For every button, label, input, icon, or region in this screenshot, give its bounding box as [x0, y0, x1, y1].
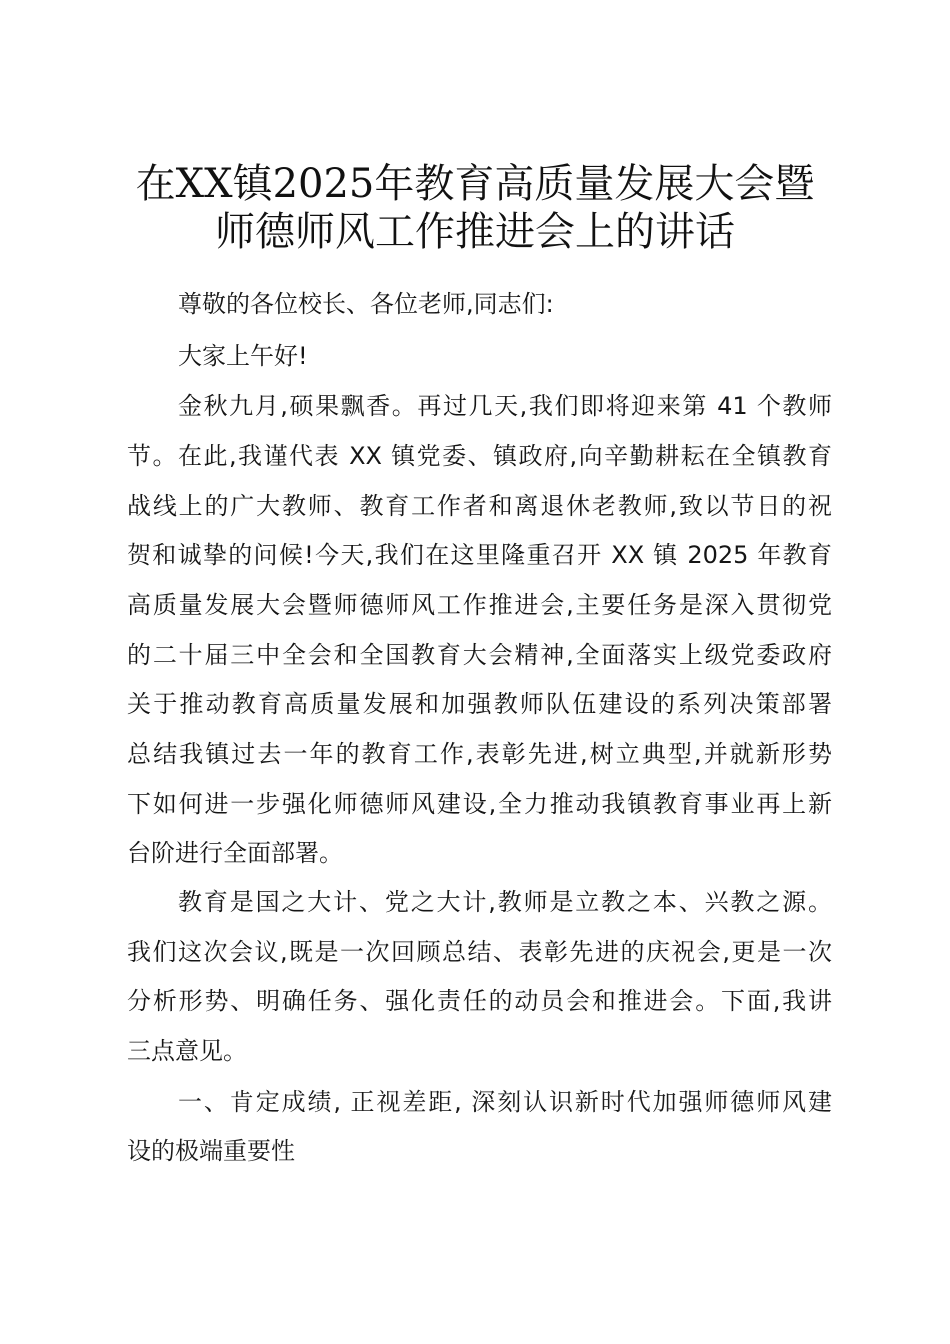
paragraph-1-line-10: 台阶进行全面部署。 — [127, 839, 343, 867]
paragraph-1-line-9: 下如何进一步强化师德师风建设,全力推动我镇教育事业再上新 — [127, 790, 832, 818]
section-1-heading-line-1: 一、肯定成绩, 正视差距, 深刻认识新时代加强师德师风建 — [178, 1088, 832, 1116]
section-1-heading-line-2: 设的极端重要性 — [127, 1137, 295, 1165]
paragraph-2-line-2: 我们这次会议,既是一次回顾总结、表彰先进的庆祝会,更是一次 — [127, 938, 832, 966]
paragraph-1-line-1: 金秋九月,硕果飘香。再过几天,我们即将迎来第 41 个教师 — [178, 392, 832, 420]
paragraph-1-line-8: 总结我镇过去一年的教育工作,表彰先进,树立典型,并就新形势 — [127, 740, 832, 768]
paragraph-1-line-6: 的二十届三中全会和全国教育大会精神,全面落实上级党委政府 — [127, 641, 832, 669]
salutation: 尊敬的各位校长、各位老师,同志们: — [178, 290, 554, 318]
greeting: 大家上午好! — [178, 342, 308, 370]
document-title-line-1: 在XX镇2025年教育高质量发展大会暨 — [135, 161, 815, 207]
paragraph-1-line-4: 贺和诚挚的问候!今天,我们在这里隆重召开 XX 镇 2025 年教育 — [127, 541, 832, 569]
paragraph-1-line-3: 战线上的广大教师、教育工作者和离退休老教师,致以节日的祝 — [127, 492, 832, 520]
paragraph-1-line-7: 关于推动教育高质量发展和加强教师队伍建设的系列决策部署 — [127, 690, 832, 718]
document-title-line-2: 师德师风工作推进会上的讲话 — [215, 209, 735, 255]
paragraph-2-line-1: 教育是国之大计、党之大计,教师是立教之本、兴教之源。 — [178, 888, 832, 916]
paragraph-2-line-4: 三点意见。 — [127, 1037, 247, 1065]
paragraph-2-line-3: 分析形势、明确任务、强化责任的动员会和推进会。下面,我讲 — [127, 987, 832, 1015]
paragraph-1-line-5: 高质量发展大会暨师德师风工作推进会,主要任务是深入贯彻党 — [127, 591, 832, 619]
paragraph-1-line-2: 节。在此,我谨代表 XX 镇党委、镇政府,向辛勤耕耘在全镇教育 — [127, 442, 832, 470]
